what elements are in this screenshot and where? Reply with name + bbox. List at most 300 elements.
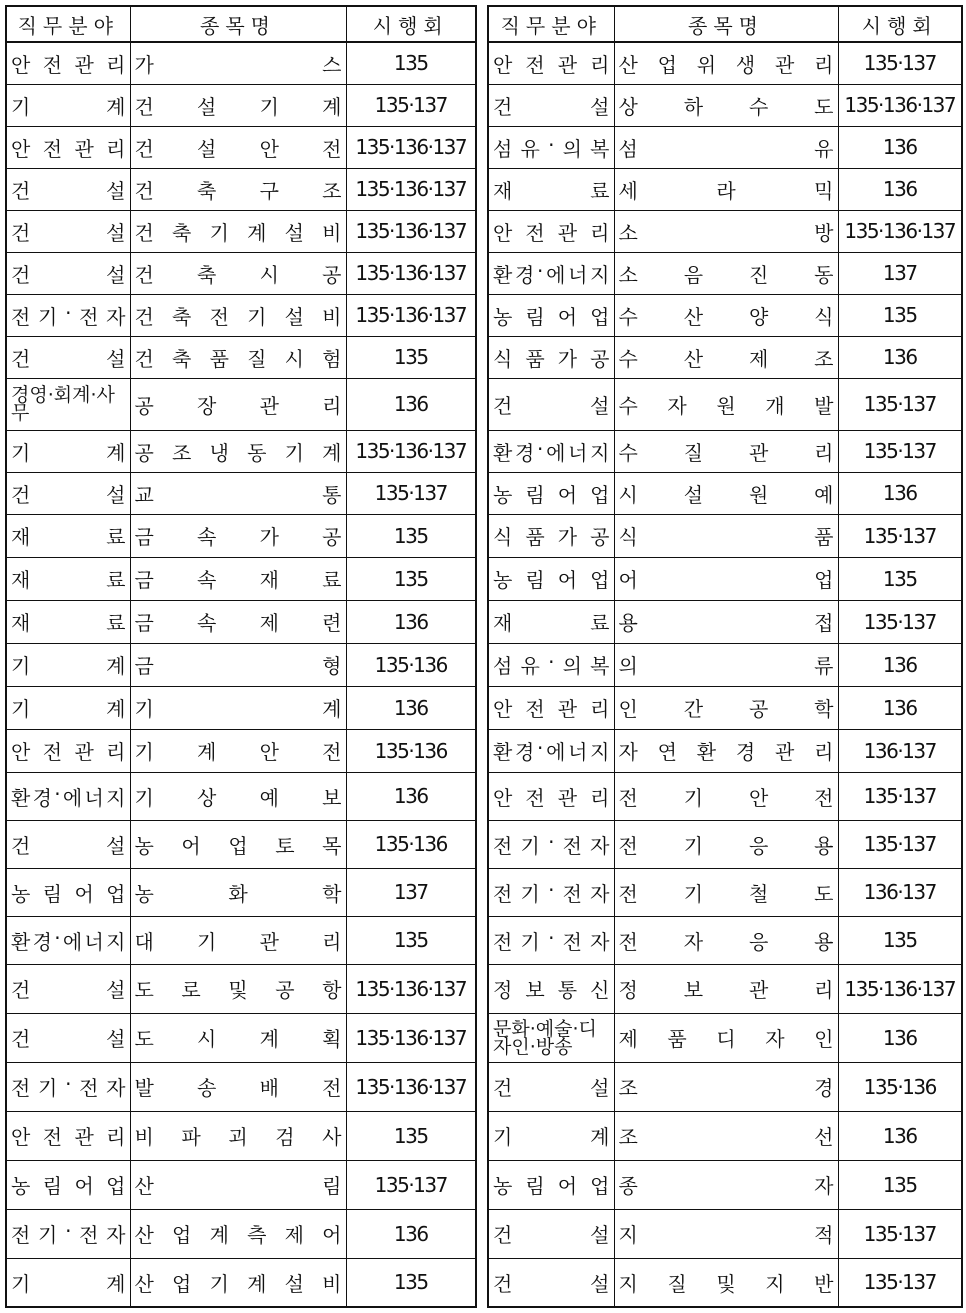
category-text: 건 설 xyxy=(493,1076,610,1100)
category-cell xyxy=(488,729,614,772)
session-cell: 137 xyxy=(838,252,962,294)
item-name-text: 조 경 xyxy=(618,1076,834,1100)
item-name-text: 금 속 가 공 xyxy=(134,525,342,549)
table-row xyxy=(6,252,476,294)
table-row xyxy=(488,600,962,643)
table-row xyxy=(488,1013,962,1062)
table-row xyxy=(488,42,962,84)
category-cell xyxy=(6,42,130,84)
table-row xyxy=(488,964,962,1013)
item-name-cell xyxy=(130,686,346,729)
item-name-text: 대 기 관 리 xyxy=(134,929,342,954)
session-cell: 135 xyxy=(346,557,476,600)
item-name-text: 가 스 xyxy=(134,52,342,77)
item-name-cell xyxy=(130,84,346,126)
item-name-text: 수 자 원 개 발 xyxy=(618,393,834,418)
session-cell: 136 xyxy=(838,686,962,729)
item-name-text: 비 파 괴 검 사 xyxy=(134,1125,342,1149)
session-cell: 136·137 xyxy=(838,729,962,772)
item-name-text: 지 적 xyxy=(618,1223,834,1247)
category-cell xyxy=(6,868,130,916)
session-cell: 135·137 xyxy=(838,600,962,643)
table-row xyxy=(6,686,476,729)
item-name-text: 공 조 냉 동 기 계 xyxy=(134,440,342,465)
category-cell xyxy=(6,210,130,252)
item-name-cell xyxy=(130,916,346,964)
item-name-text: 농 어 업 토 목 xyxy=(134,833,342,858)
table-row xyxy=(488,686,962,729)
item-name-cell xyxy=(614,964,838,1013)
category-text: 농 림 어 업 xyxy=(11,881,126,906)
category-text: 건 설 xyxy=(493,1223,610,1247)
table-row xyxy=(488,168,962,210)
category-cell xyxy=(488,1209,614,1258)
item-name-text: 수 산 양 식 xyxy=(618,304,834,329)
table-row xyxy=(488,336,962,378)
item-name-cell xyxy=(614,820,838,868)
item-name-cell xyxy=(614,168,838,210)
category-cell xyxy=(488,42,614,84)
table-row xyxy=(6,294,476,336)
category-text: 농 림 어 업 xyxy=(493,1174,610,1198)
table-row xyxy=(488,820,962,868)
table-row xyxy=(488,1111,962,1160)
category-text: 건 설 xyxy=(493,393,610,418)
category-text: 환 경 · 에 너 지 xyxy=(493,258,610,287)
item-name-cell xyxy=(614,772,838,820)
item-name-text: 정 보 관 리 xyxy=(618,978,834,1002)
item-name-text: 종 자 xyxy=(618,1174,834,1198)
item-name-text: 기 상 예 보 xyxy=(134,785,342,810)
category-text: 농 림 어 업 xyxy=(11,1174,126,1198)
item-name-text: 수 산 제 조 xyxy=(618,346,834,371)
table-row xyxy=(488,294,962,336)
item-name-text: 식 품 xyxy=(618,525,834,549)
session-cell: 136 xyxy=(838,643,962,686)
table-row xyxy=(6,600,476,643)
category-cell xyxy=(6,1013,130,1062)
table-row xyxy=(6,1062,476,1111)
session-cell: 135·137 xyxy=(346,1160,476,1209)
item-name-text: 상 하 수 도 xyxy=(618,94,834,119)
header-category: 직무분야 xyxy=(6,6,130,42)
category-text: 기 계 xyxy=(11,654,126,678)
table-row xyxy=(488,916,962,964)
category-text: 재 료 xyxy=(493,178,610,203)
table-row xyxy=(6,772,476,820)
item-name-text: 소 음 진 동 xyxy=(618,262,834,287)
session-cell: 137 xyxy=(346,868,476,916)
category-cell xyxy=(488,600,614,643)
session-cell: 135·137 xyxy=(838,1258,962,1307)
session-cell: 136 xyxy=(838,1013,962,1062)
category-cell xyxy=(488,820,614,868)
category-text: 안 전 관 리 xyxy=(493,785,610,810)
table-row xyxy=(488,729,962,772)
item-name-text: 건 축 전 기 설 비 xyxy=(134,304,342,329)
table-row xyxy=(488,1258,962,1307)
left-table xyxy=(5,5,477,1308)
category-text: 건 설 xyxy=(493,1271,610,1296)
right-table xyxy=(487,5,963,1308)
category-cell xyxy=(488,430,614,472)
item-name-text: 건 축 시 공 xyxy=(134,262,342,287)
category-text: 건 설 xyxy=(11,262,126,287)
item-name-text: 어 업 xyxy=(618,568,834,592)
item-name-cell xyxy=(130,336,346,378)
table-row xyxy=(6,916,476,964)
category-cell xyxy=(6,252,130,294)
category-cell xyxy=(6,84,130,126)
category-text: 안 전 관 리 xyxy=(493,220,610,245)
item-name-cell xyxy=(614,378,838,430)
category-text: 전 기 · 전 자 xyxy=(11,1072,126,1100)
session-cell: 136 xyxy=(346,600,476,643)
category-cell xyxy=(6,772,130,820)
category-text: 재 료 xyxy=(11,568,126,592)
category-text: 기 계 xyxy=(493,1125,610,1149)
item-name-text: 전 기 안 전 xyxy=(618,785,834,810)
item-name-text: 건 설 기 계 xyxy=(134,94,342,119)
session-cell: 135·136·137 xyxy=(838,964,962,1013)
item-name-cell xyxy=(130,729,346,772)
item-name-text: 제 품 디 자 인 xyxy=(618,1027,834,1051)
table-row xyxy=(6,42,476,84)
item-name-cell xyxy=(614,210,838,252)
category-text: 전 기 · 전 자 xyxy=(493,877,610,906)
category-text: 경영·회계·사무 xyxy=(11,384,115,424)
item-name-text: 금 속 제 련 xyxy=(134,611,342,635)
session-cell: 135·136 xyxy=(838,1062,962,1111)
session-cell: 135·137 xyxy=(838,514,962,557)
category-cell xyxy=(6,643,130,686)
item-name-text: 건 축 구 조 xyxy=(134,178,342,203)
category-cell xyxy=(488,1062,614,1111)
item-name-text: 용 접 xyxy=(618,611,834,635)
table-row xyxy=(6,514,476,557)
category-text: 정 보 통 신 xyxy=(493,978,610,1002)
header-name: 종목명 xyxy=(614,6,838,42)
item-name-cell xyxy=(130,868,346,916)
item-name-cell xyxy=(130,600,346,643)
session-cell: 135·136 xyxy=(346,643,476,686)
session-cell: 135·136 xyxy=(346,729,476,772)
item-name-cell xyxy=(130,378,346,430)
item-name-text: 금 속 재 료 xyxy=(134,568,342,592)
category-cell xyxy=(6,1111,130,1160)
category-cell xyxy=(488,557,614,600)
category-text: 재 료 xyxy=(11,525,126,549)
category-cell xyxy=(6,1209,130,1258)
category-text: 식 품 가 공 xyxy=(493,346,610,371)
category-text: 재 료 xyxy=(11,611,126,635)
category-text: 환 경 · 에 너 지 xyxy=(11,925,126,954)
category-text: 농 림 어 업 xyxy=(493,304,610,329)
item-name-cell xyxy=(130,472,346,514)
session-cell: 136 xyxy=(346,1209,476,1258)
table-row xyxy=(6,557,476,600)
item-name-text: 기 계 xyxy=(134,697,342,721)
category-text: 건 설 xyxy=(11,346,126,371)
item-name-text: 인 간 공 학 xyxy=(618,697,834,721)
category-text: 건 설 xyxy=(11,220,126,245)
header-category: 직무분야 xyxy=(488,6,614,42)
category-text: 건 설 xyxy=(11,978,126,1002)
item-name-cell xyxy=(130,1160,346,1209)
category-text: 건 설 xyxy=(11,178,126,203)
category-text: 건 설 xyxy=(493,94,610,119)
item-name-text: 시 설 원 예 xyxy=(618,482,834,507)
item-name-text: 소 방 xyxy=(618,220,834,245)
session-cell: 135 xyxy=(346,916,476,964)
session-cell: 136·137 xyxy=(838,868,962,916)
item-name-cell xyxy=(614,252,838,294)
item-name-cell xyxy=(130,430,346,472)
category-text: 재 료 xyxy=(493,611,610,635)
category-cell xyxy=(6,378,130,430)
session-cell: 135 xyxy=(838,916,962,964)
category-cell xyxy=(6,336,130,378)
table-row xyxy=(6,1258,476,1307)
item-name-cell xyxy=(130,820,346,868)
category-text: 안 전 관 리 xyxy=(11,740,126,764)
item-name-cell xyxy=(130,964,346,1013)
category-text: 안 전 관 리 xyxy=(493,697,610,721)
session-cell: 135·137 xyxy=(838,378,962,430)
category-text: 안 전 관 리 xyxy=(11,1125,126,1149)
category-text: 건 설 xyxy=(11,1027,126,1051)
table-row xyxy=(488,514,962,557)
session-cell: 136 xyxy=(838,168,962,210)
table-row xyxy=(6,729,476,772)
item-name-text: 의 류 xyxy=(618,654,834,678)
item-name-cell xyxy=(614,430,838,472)
category-cell xyxy=(488,686,614,729)
category-text: 섬 유 · 의 복 xyxy=(493,650,610,678)
category-text: 안 전 관 리 xyxy=(493,52,610,77)
category-cell xyxy=(6,1062,130,1111)
session-cell: 135·136·137 xyxy=(346,1062,476,1111)
item-name-cell xyxy=(130,1111,346,1160)
table-row xyxy=(488,84,962,126)
session-cell: 135·136·137 xyxy=(346,168,476,210)
item-name-cell xyxy=(614,729,838,772)
category-text: 기 계 xyxy=(11,1271,126,1296)
category-cell xyxy=(6,820,130,868)
table-row xyxy=(488,430,962,472)
item-name-text: 지 질 및 지 반 xyxy=(618,1271,834,1296)
item-name-cell xyxy=(130,557,346,600)
session-cell: 135·136·137 xyxy=(346,252,476,294)
session-cell: 135·136·137 xyxy=(346,1013,476,1062)
item-name-text: 전 자 응 용 xyxy=(618,929,834,954)
item-name-cell xyxy=(130,643,346,686)
item-name-text: 건 축 기 계 설 비 xyxy=(134,220,342,245)
session-cell: 136 xyxy=(346,772,476,820)
session-cell: 136 xyxy=(838,336,962,378)
item-name-text: 농 화 학 xyxy=(134,881,342,906)
table-row xyxy=(6,84,476,126)
category-cell xyxy=(6,557,130,600)
session-cell: 135·136·137 xyxy=(346,964,476,1013)
category-cell xyxy=(488,1013,614,1062)
item-name-cell xyxy=(614,916,838,964)
table-row xyxy=(6,1160,476,1209)
session-cell: 135·137 xyxy=(838,772,962,820)
item-name-text: 산 림 xyxy=(134,1174,342,1198)
item-name-cell xyxy=(614,1258,838,1307)
session-cell: 135 xyxy=(838,294,962,336)
category-text: 전 기 · 전 자 xyxy=(11,1219,126,1247)
item-name-text: 공 장 관 리 xyxy=(134,393,342,418)
item-name-cell xyxy=(614,294,838,336)
item-name-text: 수 질 관 리 xyxy=(618,440,834,465)
category-cell xyxy=(6,1160,130,1209)
item-name-cell xyxy=(130,514,346,557)
item-name-text: 조 선 xyxy=(618,1125,834,1149)
category-text: 건 설 xyxy=(11,482,126,507)
table-row xyxy=(6,336,476,378)
item-name-text: 건 설 안 전 xyxy=(134,136,342,161)
category-text: 환 경 · 에 너 지 xyxy=(493,736,610,764)
category-cell xyxy=(488,378,614,430)
item-name-cell xyxy=(130,210,346,252)
table-row xyxy=(488,1209,962,1258)
item-name-cell xyxy=(614,868,838,916)
item-name-cell xyxy=(130,1013,346,1062)
table-row xyxy=(6,1013,476,1062)
item-name-cell xyxy=(614,1160,838,1209)
session-cell: 135 xyxy=(838,557,962,600)
category-cell xyxy=(6,686,130,729)
item-name-cell xyxy=(614,1111,838,1160)
category-cell xyxy=(488,1258,614,1307)
session-cell: 136 xyxy=(838,472,962,514)
session-cell: 135·136 xyxy=(346,820,476,868)
item-name-cell xyxy=(130,294,346,336)
item-name-cell xyxy=(130,42,346,84)
session-cell: 135·136·137 xyxy=(838,210,962,252)
item-name-text: 산 업 계 측 제 어 xyxy=(134,1223,342,1247)
category-text: 농 림 어 업 xyxy=(493,568,610,592)
session-cell: 135·137 xyxy=(838,1209,962,1258)
header-session: 시행회 xyxy=(346,6,476,42)
category-cell xyxy=(6,472,130,514)
category-cell xyxy=(488,772,614,820)
table-row xyxy=(488,643,962,686)
item-name-text: 전 기 응 용 xyxy=(618,833,834,858)
category-cell xyxy=(488,336,614,378)
item-name-text: 교 통 xyxy=(134,482,342,507)
table-row xyxy=(488,772,962,820)
category-text: 안 전 관 리 xyxy=(11,52,126,77)
category-text: 전 기 · 전 자 xyxy=(493,829,610,858)
category-cell xyxy=(488,643,614,686)
table-row xyxy=(488,378,962,430)
table-row xyxy=(488,1062,962,1111)
category-cell xyxy=(488,964,614,1013)
item-name-cell xyxy=(614,514,838,557)
table-row xyxy=(6,868,476,916)
item-name-cell xyxy=(614,126,838,168)
category-text: 건 설 xyxy=(11,833,126,858)
item-name-text: 산 업 기 계 설 비 xyxy=(134,1271,342,1296)
item-name-cell xyxy=(614,1062,838,1111)
category-cell xyxy=(6,430,130,472)
category-cell xyxy=(6,729,130,772)
item-name-cell xyxy=(130,772,346,820)
category-cell xyxy=(488,472,614,514)
table-row xyxy=(6,643,476,686)
session-cell: 136 xyxy=(346,378,476,430)
item-name-text: 전 기 철 도 xyxy=(618,881,834,906)
item-name-cell xyxy=(130,1062,346,1111)
table-row xyxy=(6,378,476,430)
table-row xyxy=(6,964,476,1013)
item-name-text: 산 업 위 생 관 리 xyxy=(618,52,834,77)
session-cell: 135·137 xyxy=(838,820,962,868)
session-cell: 135·136·137 xyxy=(346,210,476,252)
table-row xyxy=(488,472,962,514)
item-name-cell xyxy=(614,1209,838,1258)
category-text: 기 계 xyxy=(11,94,126,119)
item-name-cell xyxy=(614,1013,838,1062)
table-row xyxy=(488,252,962,294)
category-cell xyxy=(6,964,130,1013)
item-name-cell xyxy=(614,557,838,600)
item-name-cell xyxy=(614,472,838,514)
table-row xyxy=(488,868,962,916)
item-name-text: 섬 유 xyxy=(618,136,834,161)
category-text: 농 림 어 업 xyxy=(493,482,610,507)
table-row xyxy=(6,1111,476,1160)
category-cell xyxy=(488,210,614,252)
category-cell xyxy=(488,168,614,210)
table-row xyxy=(6,210,476,252)
session-cell: 135·137 xyxy=(838,430,962,472)
category-cell xyxy=(6,168,130,210)
item-name-cell xyxy=(614,686,838,729)
item-name-text: 기 계 안 전 xyxy=(134,740,342,764)
table-row xyxy=(6,1209,476,1258)
category-text: 기 계 xyxy=(11,440,126,465)
session-cell: 135 xyxy=(346,336,476,378)
session-cell: 135 xyxy=(838,1160,962,1209)
table-row xyxy=(488,557,962,600)
category-cell xyxy=(6,514,130,557)
session-cell: 135 xyxy=(346,514,476,557)
session-cell: 135·136·137 xyxy=(838,84,962,126)
session-cell: 135 xyxy=(346,42,476,84)
item-name-cell xyxy=(614,336,838,378)
table-row xyxy=(6,126,476,168)
category-text: 안 전 관 리 xyxy=(11,136,126,161)
category-text: 식 품 가 공 xyxy=(493,525,610,549)
item-name-cell xyxy=(614,42,838,84)
item-name-cell xyxy=(614,84,838,126)
item-name-text: 자 연 환 경 관 리 xyxy=(618,740,834,764)
table-row xyxy=(488,1160,962,1209)
item-name-text: 도 시 계 획 xyxy=(134,1027,342,1051)
item-name-text: 건 축 품 질 시 험 xyxy=(134,346,342,371)
item-name-cell xyxy=(130,1209,346,1258)
session-cell: 136 xyxy=(346,686,476,729)
item-name-cell xyxy=(130,168,346,210)
item-name-text: 세 라 믹 xyxy=(618,178,834,203)
category-text: 환 경 · 에 너 지 xyxy=(11,781,126,810)
session-cell: 136 xyxy=(838,1111,962,1160)
session-cell: 135·137 xyxy=(346,84,476,126)
